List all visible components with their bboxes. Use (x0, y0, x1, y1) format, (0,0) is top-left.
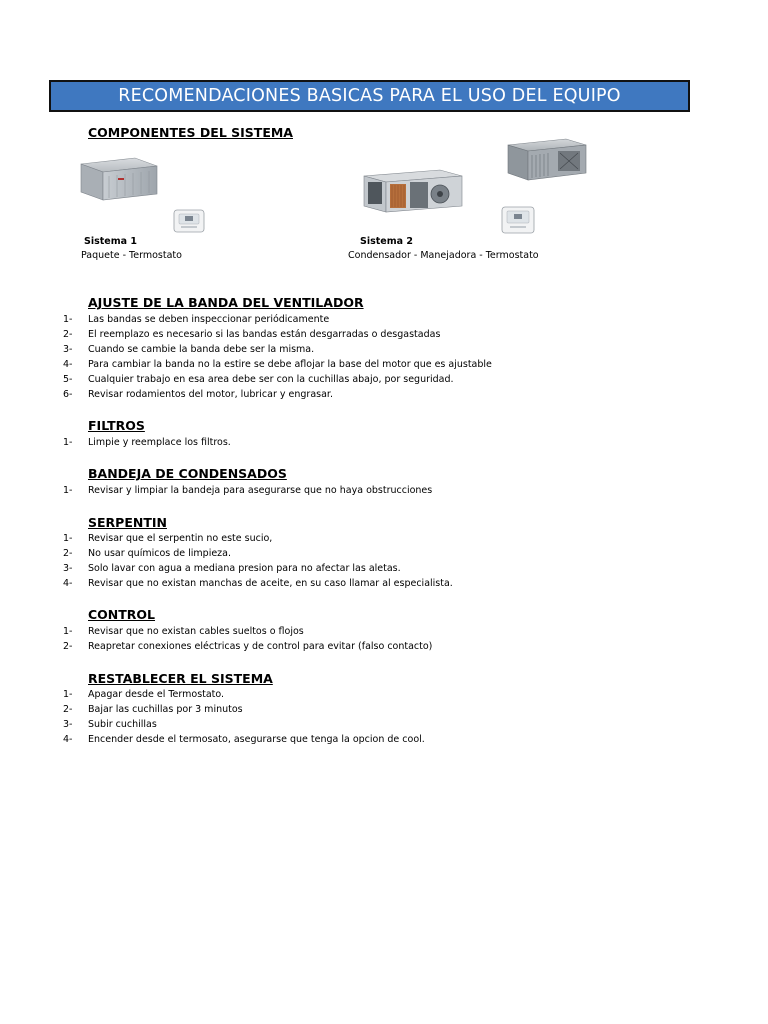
system-2-label: Sistema 2 (360, 236, 413, 247)
page-title: RECOMENDACIONES BASICAS PARA EL USO DEL EQUIPO (49, 80, 690, 112)
air-handler-image (362, 166, 464, 218)
list-item: 2- El reemplazo es necesario si las bandas están desgarradas o desgastadas (63, 329, 441, 340)
list-item: 1- Revisar que el serpentin no este sucio, (63, 533, 273, 544)
list-item: 3- Cuando se cambie la banda debe ser la misma. (63, 344, 315, 355)
system-1-description: Paquete - Termostato (81, 250, 182, 261)
list-item: 4- Encender desde el termosato, asegurarse que tenga la opcion de cool. (63, 734, 425, 745)
list-item: 1- Revisar y limpiar la bandeja para asegurarse que no haya obstrucciones (63, 485, 433, 496)
system-2-description: Condensador - Manejadora - Termostato (348, 250, 539, 261)
list-item: 6- Revisar rodamientos del motor, lubricar y engrasar. (63, 389, 333, 400)
section-title-reset-system: RESTABLECER EL SISTEMA (88, 671, 273, 686)
condenser-unit-image (506, 137, 588, 182)
section-title-coil: SERPENTIN (88, 515, 167, 530)
list-item: 5- Cualquier trabajo en esa area debe ser con la cuchillas abajo, por seguridad. (63, 374, 454, 385)
list-item: 1- Revisar que no existan cables sueltos o flojos (63, 626, 304, 637)
list-item: 3- Solo lavar con agua a mediana presion para no afectar las aletas. (63, 563, 401, 574)
package-unit-image (77, 156, 159, 202)
system-1-label: Sistema 1 (84, 236, 137, 247)
list-item: 1- Las bandas se deben inspeccionar periódicamente (63, 314, 330, 325)
section-title-filters: FILTROS (88, 418, 145, 433)
list-item: 3- Subir cuchillas (63, 719, 157, 730)
section-title-control: CONTROL (88, 607, 156, 622)
list-item: 1- Apagar desde el Termostato. (63, 689, 225, 700)
list-item: 4- Revisar que no existan manchas de aceite, en su caso llamar al especialista. (63, 578, 453, 589)
section-title-fan-belt: AJUSTE DE LA BANDA DEL VENTILADOR (88, 295, 364, 310)
list-item: 1- Limpie y reemplace los filtros. (63, 437, 231, 448)
section-title-condensate-tray: BANDEJA DE CONDENSADOS (88, 466, 287, 481)
section-title-components: COMPONENTES DEL SISTEMA (88, 125, 293, 140)
list-item: 2- Reapretar conexiones eléctricas y de control para evitar (falso contacto) (63, 641, 433, 652)
thermostat-2-image (501, 206, 535, 234)
thermostat-1-image (173, 209, 205, 233)
list-item: 2- Bajar las cuchillas por 3 minutos (63, 704, 243, 715)
list-item: 4- Para cambiar la banda no la estire se debe aflojar la base del motor que es ajustable (63, 359, 492, 370)
list-item: 2- No usar químicos de limpieza. (63, 548, 232, 559)
